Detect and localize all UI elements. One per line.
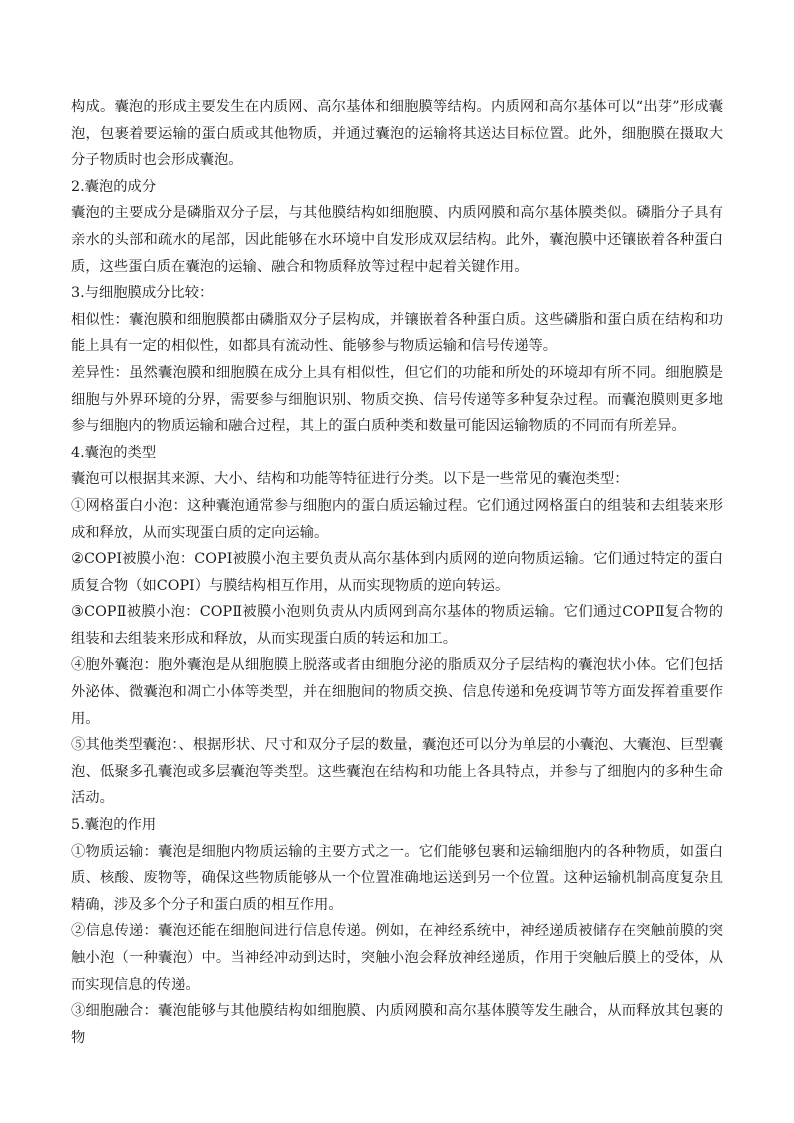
list-item-copi-vesicle: ②COPⅠ被膜小泡：COPⅠ被膜小泡主要负责从高尔基体到内质网的逆向物质运输。它们通过特定的蛋白质复合物（如COPⅠ）与膜结构相互作用，从而实现物质的逆向转运。	[71, 551, 723, 594]
list-item-membrane-fusion: ③细胞融合：囊泡能够与其他膜结构如细胞膜、内质网膜和高尔基体膜等发生融合，从而释放其包裹的物	[71, 1003, 723, 1046]
paragraph-formation-continued: 构成。囊泡的形成主要发生在内质网、高尔基体和细胞膜等结构。内质网和高尔基体可以“出芽”形成囊泡，包裹着要运输的蛋白质或其他物质，并通过囊泡的运输将其送达目标位置。此外，细胞膜在摄取大分子物质时也会形成囊泡。	[71, 99, 723, 169]
document-body	[71, 94, 723, 1051]
paragraph-difference: 差异性：虽然囊泡膜和细胞膜在成分上具有相似性，但它们的功能和所处的环境却有所不同。细胞膜是细胞与外界环境的分界，需要参与细胞识别、物质交换、信号传递等多种复杂过程。而囊泡膜则更多地参与细胞内的物质运输和融合过程，其上的蛋白质种类和数量可能因运输物质的不同而有所差异。	[71, 364, 723, 435]
list-item-material-transport: ①物质运输：囊泡是细胞内物质运输的主要方式之一。它们能够包裹和运输细胞内的各种物质，如蛋白质、核酸、废物等，确保这些物质能够从一个位置准确地运送到另一个位置。这种运输机制高度复杂且精确，涉及多个分子和蛋白质的相互作用。	[71, 843, 723, 913]
section-heading-composition: 2.囊泡的成分	[71, 178, 157, 195]
paragraph-types-intro: 囊泡可以根据其来源、大小、结构和功能等特征进行分类。以下是一些常见的囊泡类型：	[71, 471, 629, 488]
list-item-extracellular-vesicle: ④胞外囊泡：胞外囊泡是从细胞膜上脱落或者由细胞分泌的脂质双分子层结构的囊泡状小体。它们包括外泌体、微囊泡和凋亡小体等类型，并在细胞间的物质交换、信息传递和免疫调节等方面发挥着重要作用。	[71, 657, 723, 727]
section-heading-comparison: 3.与细胞膜成分比较：	[71, 285, 214, 302]
section-heading-types: 4.囊泡的类型	[71, 444, 157, 461]
list-item-copii-vesicle: ③COPⅡ被膜小泡：COPⅡ被膜小泡则负责从内质网到高尔基体的物质运输。它们通过COPⅡ复合物的组装和去组装来形成和释放，从而实现蛋白质的转运和加工。	[71, 604, 723, 647]
list-item-signal-transmission: ②信息传递：囊泡还能在细胞间进行信息传递。例如，在神经系统中，神经递质被储存在突触前膜的突触小泡（一种囊泡）中。当神经冲动到达时，突触小泡会释放神经递质，作用于突触后膜上的受体，从而实现信息的传递。	[71, 923, 723, 993]
list-item-clathrin-vesicle: ①网格蛋白小泡：这种囊泡通常参与细胞内的蛋白质运输过程。它们通过网格蛋白的组装和去组装来形成和释放，从而实现蛋白质的定向运输。	[71, 497, 723, 541]
paragraph-composition: 囊泡的主要成分是磷脂双分子层，与其他膜结构如细胞膜、内质网膜和高尔基体膜类似。磷脂分子具有亲水的头部和疏水的尾部，因此能够在水环境中自发形成双层结构。此外，囊泡膜中还镶嵌着各种蛋白质，这些蛋白质在囊泡的运输、融合和物质释放等过程中起着关键作用。	[71, 205, 723, 275]
section-heading-functions: 5.囊泡的作用	[71, 817, 157, 834]
paragraph-similarity: 相似性：囊泡膜和细胞膜都由磷脂双分子层构成，并镶嵌着各种蛋白质。这些磷脂和蛋白质在结构和功能上具有一定的相似性，如都具有流动性、能够参与物质运输和信号传递等。	[71, 311, 723, 355]
list-item-other-vesicles: ⑤其他类型囊泡：、根据形状、尺寸和双分子层的数量，囊泡还可以分为单层的小囊泡、大囊泡、巨型囊泡、低聚多孔囊泡或多层囊泡等类型。这些囊泡在结构和功能上各具特点，并参与了细胞内的多种生命活动。	[71, 737, 723, 807]
